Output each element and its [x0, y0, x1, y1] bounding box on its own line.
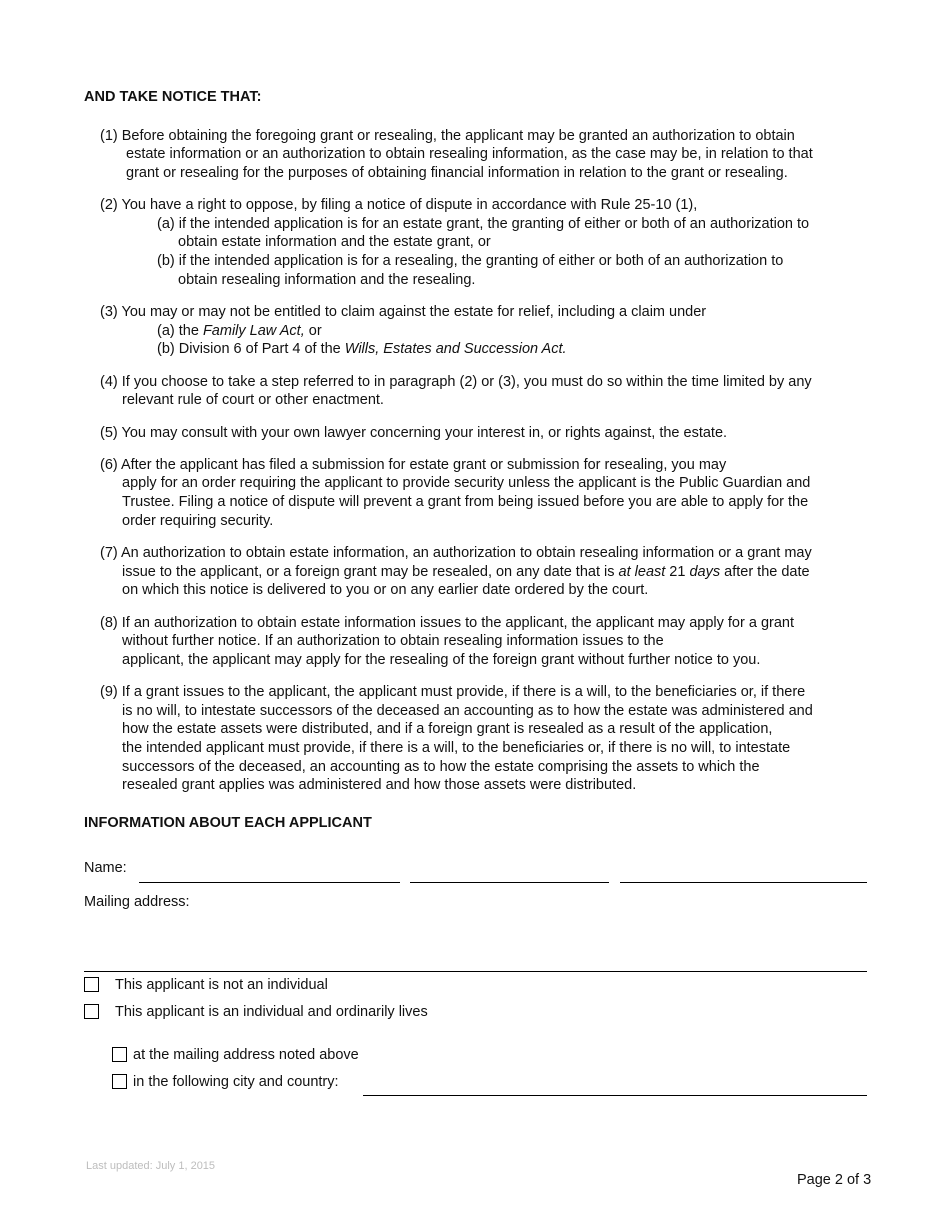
paragraph-line: (6) After the applicant has filed a submission for estate grant or submission for resealing, you may: [100, 457, 727, 473]
paragraph-line: (b) if the intended application is for a resealing, the granting of either or both of an authorization to: [157, 253, 784, 269]
paragraph-line: [157, 340, 567, 358]
name-field-first[interactable]: [139, 882, 400, 883]
text-span: or: [304, 323, 322, 339]
paragraph-line: how the estate assets were distributed, and if a foreign grant is resealed as a result of the application,: [122, 721, 773, 737]
paragraph-line: (9) If a grant issues to the applicant, the applicant must provide, if there is a will, to the beneficiaries or, if there: [100, 684, 806, 700]
applicant-info-heading: INFORMATION ABOUT EACH APPLICANT: [84, 815, 372, 831]
paragraph-line: apply for an order requiring the applicant to provide security unless the applicant is the Public Guardian and: [122, 475, 811, 491]
paragraph-line: (2) You have a right to oppose, by filing a notice of dispute in accordance with Rule 25-10 (1),: [100, 197, 698, 213]
individual-checkbox[interactable]: [84, 1004, 99, 1019]
paragraph-line: the intended applicant must provide, if there is a will, to the beneficiaries or, if there is no will, to intestate: [122, 740, 791, 756]
paragraph-line: (8) If an authorization to obtain estate information issues to the applicant, the applicant may apply for a grant: [100, 615, 794, 631]
paragraph-line: without further notice. If an authorization to obtain resealing information issues to the: [122, 633, 664, 649]
paragraph-line: (a) if the intended application is for an estate grant, the granting of either or both of an authorization to: [157, 216, 810, 232]
paragraph-line: order requiring security.: [122, 513, 274, 529]
paragraph-line: (3) You may or may not be entitled to claim against the estate for relief, including a claim under: [100, 304, 707, 320]
paragraph-line: estate information or an authorization to obtain resealing information, as the case may be, in relation to that: [126, 146, 813, 162]
mailing-address-field[interactable]: [84, 971, 867, 972]
paragraph-line: on which this notice is delivered to you or on any earlier date ordered by the court.: [122, 582, 649, 598]
individual-label: This applicant is an individual and ordinarily lives: [115, 1004, 428, 1020]
paragraph-line: obtain resealing information and the resealing.: [178, 272, 476, 288]
paragraph-line: successors of the deceased, an accounting as to how the estate comprising the assets to which the: [122, 759, 760, 775]
paragraph-line: is no will, to intestate successors of the deceased an accounting as to how the estate was administered and: [122, 703, 813, 719]
act-name-italic: Wills, Estates and Succession Act.: [344, 341, 567, 357]
paragraph-line: [122, 563, 810, 581]
paragraph-line: (1) Before obtaining the foregoing grant or resealing, the applicant may be granted an authorization to obtain: [100, 128, 795, 144]
paragraph-line: (5) You may consult with your own lawyer concerning your interest in, or rights against, the estate.: [100, 425, 728, 441]
paragraph-line: (4) If you choose to take a step referred to in paragraph (2) or (3), you must do so within the time limited by any: [100, 374, 812, 390]
text-span: (b) Division 6 of Part 4 of the: [157, 341, 345, 357]
lives-in-city-label: in the following city and country:: [133, 1074, 339, 1090]
paragraph-line: relevant rule of court or other enactment.: [122, 392, 384, 408]
emphasis-italic: days: [689, 564, 721, 580]
not-individual-checkbox[interactable]: [84, 977, 99, 992]
act-name-italic: Family Law Act,: [202, 323, 305, 339]
lives-in-city-checkbox[interactable]: [112, 1074, 127, 1089]
lives-at-mailing-label: at the mailing address noted above: [133, 1047, 359, 1063]
paragraph-line: (7) An authorization to obtain estate information, an authorization to obtain resealing information or a grant may: [100, 545, 812, 561]
paragraph-line: resealed grant applies was administered and how those assets were distributed.: [122, 777, 637, 793]
text-span: (a) the: [157, 323, 203, 339]
name-field-last[interactable]: [620, 882, 867, 883]
paragraph-line: grant or resealing for the purposes of obtaining financial information in relation to the grant or resealing.: [126, 165, 788, 181]
city-country-field[interactable]: [363, 1095, 867, 1096]
notice-heading: AND TAKE NOTICE THAT:: [84, 89, 262, 105]
emphasis-italic: at least: [618, 564, 666, 580]
text-span: issue to the applicant, or a foreign grant may be resealed, on any date that is: [122, 564, 619, 580]
name-label: Name:: [84, 860, 127, 876]
text-span: after the date: [720, 564, 810, 580]
mailing-address-label: Mailing address:: [84, 894, 190, 910]
name-field-middle[interactable]: [410, 882, 609, 883]
lives-at-mailing-checkbox[interactable]: [112, 1047, 127, 1062]
paragraph-line: Trustee. Filing a notice of dispute will prevent a grant from being issued before you are able to apply for the: [122, 494, 809, 510]
page-number: Page 2 of 3: [797, 1172, 872, 1188]
paragraph-line: obtain estate information and the estate grant, or: [178, 234, 491, 250]
paragraph-line: applicant, the applicant may apply for the resealing of the foreign grant without further notice to you.: [122, 652, 761, 668]
not-individual-label: This applicant is not an individual: [115, 977, 328, 993]
paragraph-line: [157, 322, 322, 340]
last-updated: Last updated: July 1, 2015: [86, 1160, 216, 1172]
text-span: 21: [665, 564, 690, 580]
